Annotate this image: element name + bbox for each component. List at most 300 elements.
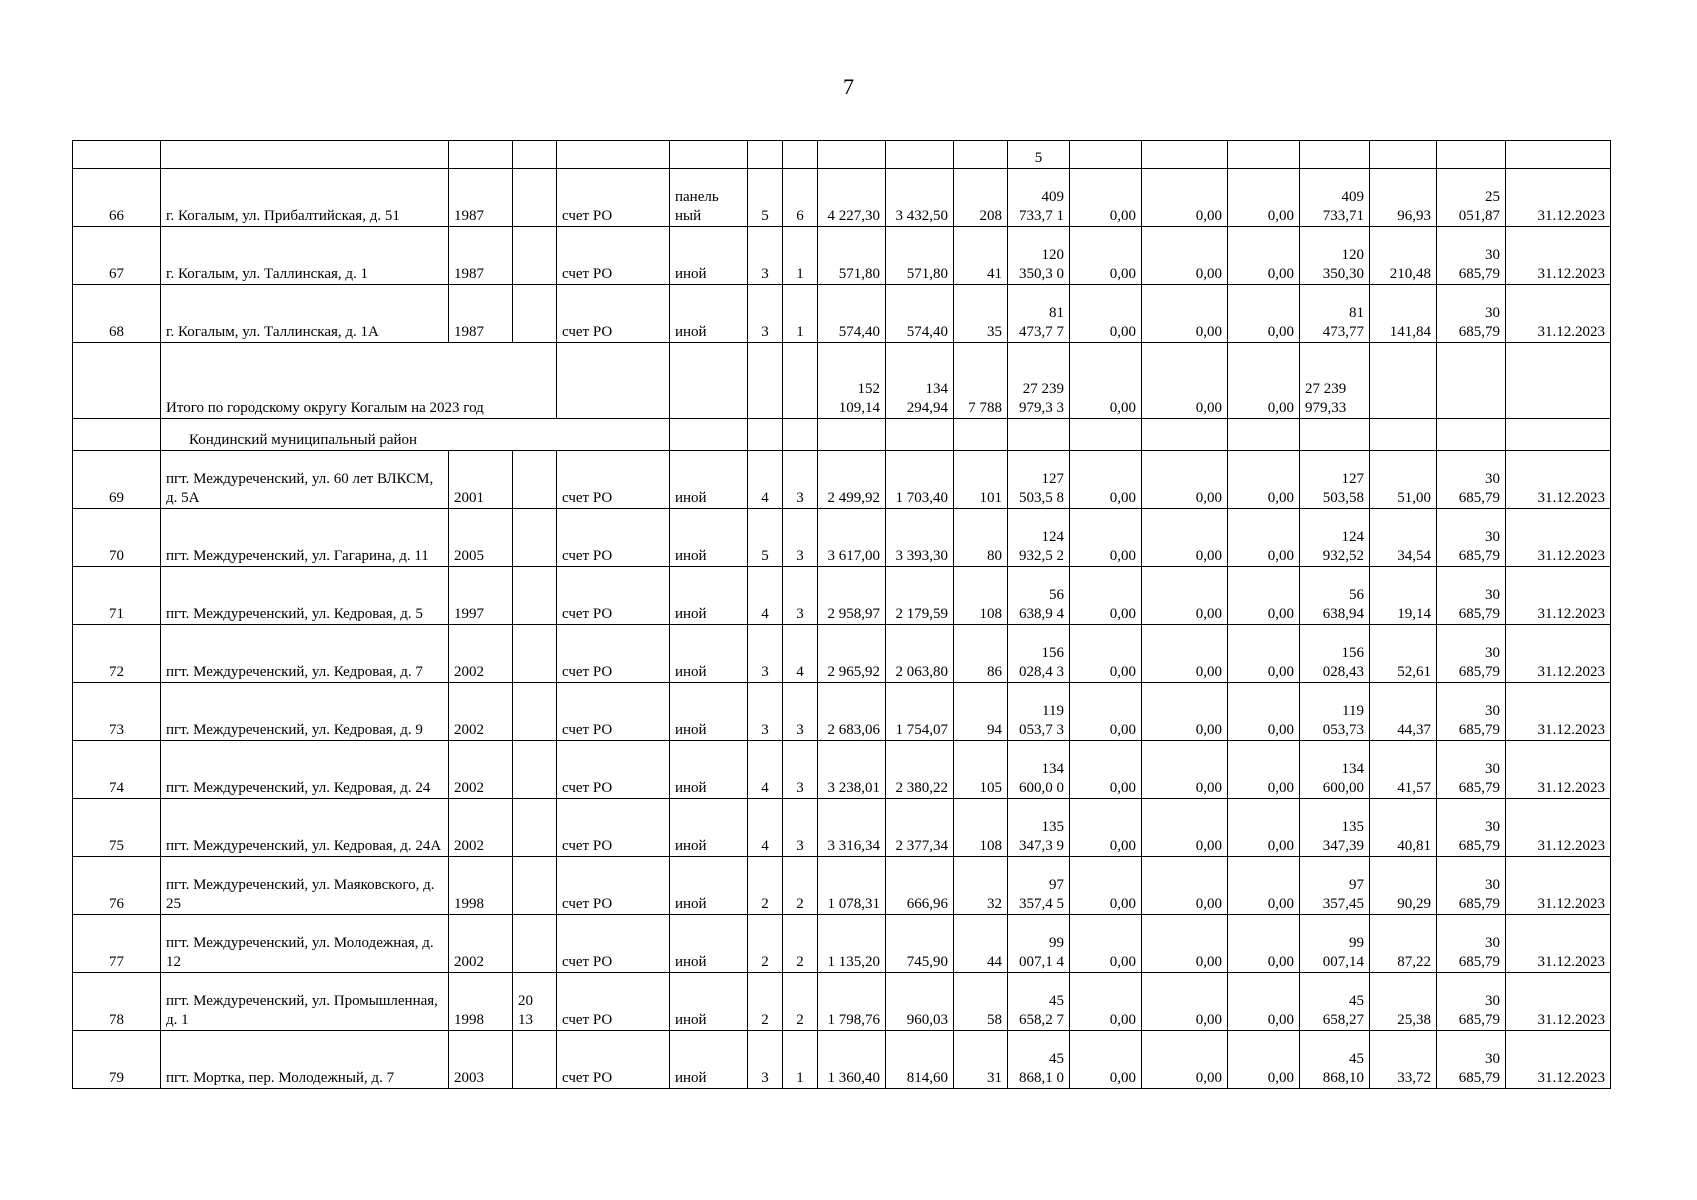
address-cell: г. Когалым, ул. Прибалтийская, д. 51 (161, 169, 449, 227)
total-cost-cell: 135 347,3 9 (1008, 799, 1070, 857)
empty-cell (818, 419, 886, 451)
entrances-cell: 4 (783, 625, 818, 683)
total-area-cell: 3 316,34 (818, 799, 886, 857)
federal-funds-cell: 0,00 (1070, 227, 1142, 285)
floors-cell: 2 (748, 973, 783, 1031)
year-built-cell: 2002 (449, 799, 513, 857)
address-cell: пгт. Междуреченский, ул. Кедровая, д. 5 (161, 567, 449, 625)
residents-cell: 108 (954, 799, 1008, 857)
total-cost-cell: 56 638,9 4 (1008, 567, 1070, 625)
federal-funds-cell: 0,00 (1070, 567, 1142, 625)
empty-cell (557, 343, 670, 419)
table-row (73, 625, 1611, 683)
federal-funds-cell: 0,00 (1070, 741, 1142, 799)
deadline-cell: 31.12.2023 (1506, 625, 1611, 683)
owner-funds-cell: 81 473,77 (1300, 285, 1370, 343)
living-area-cell: 1 754,07 (886, 683, 954, 741)
address-cell: пгт. Междуреченский, ул. Кедровая, д. 24А (161, 799, 449, 857)
row-number-cell: 68 (73, 285, 161, 343)
table-row (73, 567, 1611, 625)
unit-cost-cell: 19,14 (1370, 567, 1437, 625)
funding-method-cell: счет РО (557, 799, 670, 857)
total-area-cell: 3 617,00 (818, 509, 886, 567)
floors-cell: 3 (748, 683, 783, 741)
year-built-cell: 1987 (449, 285, 513, 343)
year-built-cell: 2003 (449, 1031, 513, 1089)
year-renovated-cell (513, 625, 557, 683)
federal-funds-cell: 0,00 (1070, 169, 1142, 227)
municipal-funds-cell: 0,00 (1228, 169, 1300, 227)
total-area-cell: 2 499,92 (818, 451, 886, 509)
regional-funds-cell: 0,00 (1142, 915, 1228, 973)
row-number-cell: 73 (73, 683, 161, 741)
total-cost-cell: 99 007,1 4 (1008, 915, 1070, 973)
year-built-cell: 1998 (449, 857, 513, 915)
floors-cell: 3 (748, 1031, 783, 1089)
municipal-funds-cell: 0,00 (1228, 509, 1300, 567)
municipal-funds-cell: 0,00 (1228, 683, 1300, 741)
year-built-cell: 1987 (449, 227, 513, 285)
year-renovated-cell (513, 509, 557, 567)
owner-funds-cell: 124 932,52 (1300, 509, 1370, 567)
cost-limit-cell: 25 051,87 (1437, 169, 1506, 227)
total-owner-cell: 27 239 979,33 (1300, 343, 1370, 419)
address-cell: пгт. Междуреченский, ул. Маяковского, д. 25 (161, 857, 449, 915)
table-row (73, 1031, 1611, 1089)
empty-cell (1370, 343, 1437, 419)
wall-material-cell: иной (670, 799, 748, 857)
table-row (73, 509, 1611, 567)
empty-cell (1142, 419, 1228, 451)
wall-material-cell: иной (670, 857, 748, 915)
deadline-cell: 31.12.2023 (1506, 857, 1611, 915)
year-renovated-cell (513, 741, 557, 799)
empty-cell (1228, 419, 1300, 451)
regional-funds-cell: 0,00 (1142, 857, 1228, 915)
residents-cell: 208 (954, 169, 1008, 227)
deadline-cell: 31.12.2023 (1506, 285, 1611, 343)
year-built-cell: 2002 (449, 683, 513, 741)
total-cost-cell: 119 053,7 3 (1008, 683, 1070, 741)
funding-method-cell: счет РО (557, 683, 670, 741)
funding-method-cell: счет РО (557, 973, 670, 1031)
unit-cost-cell: 87,22 (1370, 915, 1437, 973)
deadline-cell: 31.12.2023 (1506, 567, 1611, 625)
total-cost-cell: 120 350,3 0 (1008, 227, 1070, 285)
total-regional-cell: 0,00 (1142, 343, 1228, 419)
owner-funds-cell: 156 028,43 (1300, 625, 1370, 683)
municipal-funds-cell: 0,00 (1228, 1031, 1300, 1089)
row-number-cell: 75 (73, 799, 161, 857)
empty-cell (1437, 343, 1506, 419)
wall-material-cell: иной (670, 285, 748, 343)
federal-funds-cell: 0,00 (1070, 1031, 1142, 1089)
table-row (73, 227, 1611, 285)
funding-method-cell: счет РО (557, 567, 670, 625)
year-renovated-cell (513, 915, 557, 973)
total-area-cell: 3 238,01 (818, 741, 886, 799)
unit-cost-cell: 210,48 (1370, 227, 1437, 285)
regional-funds-cell: 0,00 (1142, 625, 1228, 683)
living-area-cell: 960,03 (886, 973, 954, 1031)
municipal-funds-cell: 0,00 (1228, 227, 1300, 285)
regional-funds-cell: 0,00 (1142, 227, 1228, 285)
empty-cell (1506, 343, 1611, 419)
table-row (73, 741, 1611, 799)
total-cost-cell: 124 932,5 2 (1008, 509, 1070, 567)
total-cost-cell: 45 868,1 0 (1008, 1031, 1070, 1089)
address-cell: г. Когалым, ул. Таллинская, д. 1 (161, 227, 449, 285)
wall-material-cell: иной (670, 451, 748, 509)
address-cell: пгт. Междуреченский, ул. Кедровая, д. 24 (161, 741, 449, 799)
total-area-cell: 2 965,92 (818, 625, 886, 683)
wall-material-cell: панель ный (670, 169, 748, 227)
floors-cell: 4 (748, 741, 783, 799)
cost-limit-cell: 30 685,79 (1437, 227, 1506, 285)
funding-method-cell: счет РО (557, 1031, 670, 1089)
deadline-cell: 31.12.2023 (1506, 509, 1611, 567)
living-area-cell: 2 380,22 (886, 741, 954, 799)
empty-cell (1300, 419, 1370, 451)
total-cost-cell: 97 357,4 5 (1008, 857, 1070, 915)
federal-funds-cell: 0,00 (1070, 509, 1142, 567)
wall-material-cell: иной (670, 227, 748, 285)
owner-funds-cell: 135 347,39 (1300, 799, 1370, 857)
total-cost-cell: 81 473,7 7 (1008, 285, 1070, 343)
total-area-cell: 571,80 (818, 227, 886, 285)
entrances-cell: 3 (783, 567, 818, 625)
address-cell: пгт. Междуреченский, ул. 60 лет ВЛКСМ, д. 5А (161, 451, 449, 509)
total-federal-cell: 0,00 (1070, 343, 1142, 419)
floors-cell: 4 (748, 799, 783, 857)
cost-limit-cell: 30 685,79 (1437, 1031, 1506, 1089)
funding-method-cell: счет РО (557, 169, 670, 227)
regional-funds-cell: 0,00 (1142, 285, 1228, 343)
owner-funds-cell: 45 658,27 (1300, 973, 1370, 1031)
deadline-cell: 31.12.2023 (1506, 915, 1611, 973)
floors-cell: 4 (748, 451, 783, 509)
unit-cost-cell: 40,81 (1370, 799, 1437, 857)
register-table (72, 140, 1611, 1089)
deadline-cell: 31.12.2023 (1506, 973, 1611, 1031)
address-cell: пгт. Междуреченский, ул. Кедровая, д. 7 (161, 625, 449, 683)
section-title-cell: Кондинский муниципальный район (161, 419, 670, 451)
total-area-cell: 574,40 (818, 285, 886, 343)
residents-cell: 86 (954, 625, 1008, 683)
unit-cost-cell: 90,29 (1370, 857, 1437, 915)
residents-cell: 35 (954, 285, 1008, 343)
owner-funds-cell: 119 053,73 (1300, 683, 1370, 741)
year-renovated-cell: 20 13 (513, 973, 557, 1031)
living-area-cell: 3 432,50 (886, 169, 954, 227)
wall-material-cell: иной (670, 567, 748, 625)
entrances-cell: 3 (783, 451, 818, 509)
row-number-cell: 77 (73, 915, 161, 973)
owner-funds-cell: 409 733,71 (1300, 169, 1370, 227)
table-row (73, 683, 1611, 741)
residents-cell: 44 (954, 915, 1008, 973)
row-number-cell: 69 (73, 451, 161, 509)
total-area-cell: 1 078,31 (818, 857, 886, 915)
year-renovated-cell (513, 799, 557, 857)
unit-cost-cell: 96,93 (1370, 169, 1437, 227)
regional-funds-cell: 0,00 (1142, 683, 1228, 741)
total-label-cell: Итого по городскому округу Когалым на 2023 год (161, 343, 557, 419)
empty-cell (748, 343, 783, 419)
regional-funds-cell: 0,00 (1142, 799, 1228, 857)
residents-cell: 94 (954, 683, 1008, 741)
empty-cell (954, 419, 1008, 451)
wall-material-cell: иной (670, 915, 748, 973)
federal-funds-cell: 0,00 (1070, 973, 1142, 1031)
year-renovated-cell (513, 451, 557, 509)
living-area-cell: 666,96 (886, 857, 954, 915)
year-renovated-cell (513, 169, 557, 227)
year-built-cell: 2005 (449, 509, 513, 567)
table-row (73, 857, 1611, 915)
unit-cost-cell: 44,37 (1370, 683, 1437, 741)
total-area-cell: 1 360,40 (818, 1031, 886, 1089)
section-row (73, 419, 1611, 451)
address-cell: г. Когалым, ул. Таллинская, д. 1А (161, 285, 449, 343)
year-renovated-cell (513, 285, 557, 343)
funding-method-cell: счет РО (557, 227, 670, 285)
table-row (73, 973, 1611, 1031)
living-area-cell: 2 063,80 (886, 625, 954, 683)
row-number-cell: 76 (73, 857, 161, 915)
federal-funds-cell: 0,00 (1070, 285, 1142, 343)
floors-cell: 3 (748, 625, 783, 683)
cost-limit-cell: 30 685,79 (1437, 567, 1506, 625)
row-number-cell: 70 (73, 509, 161, 567)
cost-limit-cell: 30 685,79 (1437, 285, 1506, 343)
empty-cell (783, 419, 818, 451)
deadline-cell: 31.12.2023 (1506, 227, 1611, 285)
regional-funds-cell: 0,00 (1142, 567, 1228, 625)
continuation-cost-cell: 5 (1008, 141, 1070, 169)
row-number-cell: 74 (73, 741, 161, 799)
funding-method-cell: счет РО (557, 857, 670, 915)
floors-cell: 2 (748, 857, 783, 915)
year-renovated-cell (513, 227, 557, 285)
total-area-cell: 2 683,06 (818, 683, 886, 741)
table-body (73, 141, 1611, 1089)
floors-cell: 2 (748, 915, 783, 973)
entrances-cell: 3 (783, 683, 818, 741)
empty-cell (670, 419, 748, 451)
funding-method-cell: счет РО (557, 509, 670, 567)
empty-cell (886, 419, 954, 451)
total-area-cell: 152 109,14 (818, 343, 886, 419)
entrances-cell: 1 (783, 227, 818, 285)
entrances-cell: 2 (783, 973, 818, 1031)
cost-limit-cell: 30 685,79 (1437, 973, 1506, 1031)
regional-funds-cell: 0,00 (1142, 741, 1228, 799)
living-area-cell: 571,80 (886, 227, 954, 285)
deadline-cell: 31.12.2023 (1506, 683, 1611, 741)
empty-cell (1070, 419, 1142, 451)
unit-cost-cell: 52,61 (1370, 625, 1437, 683)
empty-cell (1437, 419, 1506, 451)
total-cost-cell: 409 733,7 1 (1008, 169, 1070, 227)
wall-material-cell: иной (670, 973, 748, 1031)
entrances-cell: 3 (783, 799, 818, 857)
total-cost-cell: 45 658,2 7 (1008, 973, 1070, 1031)
federal-funds-cell: 0,00 (1070, 915, 1142, 973)
floors-cell: 3 (748, 227, 783, 285)
living-area-cell: 745,90 (886, 915, 954, 973)
empty-cell (1506, 419, 1611, 451)
entrances-cell: 2 (783, 915, 818, 973)
year-built-cell: 1987 (449, 169, 513, 227)
total-living-area-cell: 134 294,94 (886, 343, 954, 419)
unit-cost-cell: 41,57 (1370, 741, 1437, 799)
year-renovated-cell (513, 567, 557, 625)
wall-material-cell: иной (670, 1031, 748, 1089)
year-renovated-cell (513, 683, 557, 741)
deadline-cell: 31.12.2023 (1506, 451, 1611, 509)
total-area-cell: 1 798,76 (818, 973, 886, 1031)
continuation-row (73, 141, 1611, 169)
table-row (73, 799, 1611, 857)
cost-limit-cell: 30 685,79 (1437, 683, 1506, 741)
federal-funds-cell: 0,00 (1070, 625, 1142, 683)
total-area-cell: 2 958,97 (818, 567, 886, 625)
address-cell: пгт. Мортка, пер. Молодежный, д. 7 (161, 1031, 449, 1089)
unit-cost-cell: 25,38 (1370, 973, 1437, 1031)
address-cell: пгт. Междуреченский, ул. Молодежная, д. 12 (161, 915, 449, 973)
owner-funds-cell: 99 007,14 (1300, 915, 1370, 973)
wall-material-cell: иной (670, 625, 748, 683)
address-cell: пгт. Междуреченский, ул. Промышленная, д. 1 (161, 973, 449, 1031)
cost-limit-cell: 30 685,79 (1437, 741, 1506, 799)
total-cost-cell: 127 503,5 8 (1008, 451, 1070, 509)
living-area-cell: 574,40 (886, 285, 954, 343)
total-area-cell: 4 227,30 (818, 169, 886, 227)
empty-cell (73, 419, 161, 451)
entrances-cell: 3 (783, 509, 818, 567)
row-number-cell: 78 (73, 973, 161, 1031)
owner-funds-cell: 134 600,00 (1300, 741, 1370, 799)
living-area-cell: 3 393,30 (886, 509, 954, 567)
page-number: 7 (843, 74, 854, 99)
table-row (73, 451, 1611, 509)
empty-cell (1370, 419, 1437, 451)
total-cost-cell: 27 239 979,3 3 (1008, 343, 1070, 419)
owner-funds-cell: 127 503,58 (1300, 451, 1370, 509)
entrances-cell: 1 (783, 1031, 818, 1089)
owner-funds-cell: 97 357,45 (1300, 857, 1370, 915)
year-built-cell: 2002 (449, 741, 513, 799)
row-number-cell: 71 (73, 567, 161, 625)
municipal-funds-cell: 0,00 (1228, 625, 1300, 683)
municipal-funds-cell: 0,00 (1228, 973, 1300, 1031)
entrances-cell: 6 (783, 169, 818, 227)
row-number-cell: 66 (73, 169, 161, 227)
funding-method-cell: счет РО (557, 625, 670, 683)
year-renovated-cell (513, 857, 557, 915)
floors-cell: 3 (748, 285, 783, 343)
living-area-cell: 814,60 (886, 1031, 954, 1089)
funding-method-cell: счет РО (557, 741, 670, 799)
cost-limit-cell: 30 685,79 (1437, 625, 1506, 683)
residents-cell: 108 (954, 567, 1008, 625)
cost-limit-cell: 30 685,79 (1437, 451, 1506, 509)
wall-material-cell: иной (670, 509, 748, 567)
row-number-cell: 72 (73, 625, 161, 683)
year-built-cell: 2002 (449, 625, 513, 683)
cost-limit-cell: 30 685,79 (1437, 799, 1506, 857)
empty-cell (73, 343, 161, 419)
residents-cell: 41 (954, 227, 1008, 285)
unit-cost-cell: 141,84 (1370, 285, 1437, 343)
year-built-cell: 1998 (449, 973, 513, 1031)
living-area-cell: 2 179,59 (886, 567, 954, 625)
year-built-cell: 2001 (449, 451, 513, 509)
wall-material-cell: иной (670, 741, 748, 799)
funding-method-cell: счет РО (557, 451, 670, 509)
owner-funds-cell: 120 350,30 (1300, 227, 1370, 285)
total-area-cell: 1 135,20 (818, 915, 886, 973)
municipal-funds-cell: 0,00 (1228, 567, 1300, 625)
regional-funds-cell: 0,00 (1142, 169, 1228, 227)
year-built-cell: 1997 (449, 567, 513, 625)
total-row (73, 343, 1611, 419)
funding-method-cell: счет РО (557, 285, 670, 343)
federal-funds-cell: 0,00 (1070, 683, 1142, 741)
cost-limit-cell: 30 685,79 (1437, 857, 1506, 915)
cost-limit-cell: 30 685,79 (1437, 509, 1506, 567)
funding-method-cell: счет РО (557, 915, 670, 973)
regional-funds-cell: 0,00 (1142, 1031, 1228, 1089)
living-area-cell: 1 703,40 (886, 451, 954, 509)
address-cell: пгт. Междуреченский, ул. Кедровая, д. 9 (161, 683, 449, 741)
entrances-cell: 3 (783, 741, 818, 799)
municipal-funds-cell: 0,00 (1228, 857, 1300, 915)
total-municipal-cell: 0,00 (1228, 343, 1300, 419)
municipal-funds-cell: 0,00 (1228, 799, 1300, 857)
unit-cost-cell: 33,72 (1370, 1031, 1437, 1089)
residents-cell: 31 (954, 1031, 1008, 1089)
federal-funds-cell: 0,00 (1070, 451, 1142, 509)
municipal-funds-cell: 0,00 (1228, 915, 1300, 973)
residents-cell: 80 (954, 509, 1008, 567)
owner-funds-cell: 56 638,94 (1300, 567, 1370, 625)
empty-cell (1008, 419, 1070, 451)
municipal-funds-cell: 0,00 (1228, 285, 1300, 343)
cost-limit-cell: 30 685,79 (1437, 915, 1506, 973)
wall-material-cell: иной (670, 683, 748, 741)
residents-cell: 101 (954, 451, 1008, 509)
total-cost-cell: 134 600,0 0 (1008, 741, 1070, 799)
unit-cost-cell: 51,00 (1370, 451, 1437, 509)
empty-cell (748, 419, 783, 451)
floors-cell: 5 (748, 169, 783, 227)
floors-cell: 5 (748, 509, 783, 567)
empty-cell (783, 343, 818, 419)
regional-funds-cell: 0,00 (1142, 973, 1228, 1031)
deadline-cell: 31.12.2023 (1506, 741, 1611, 799)
table-row (73, 285, 1611, 343)
address-cell: пгт. Междуреченский, ул. Гагарина, д. 11 (161, 509, 449, 567)
owner-funds-cell: 45 868,10 (1300, 1031, 1370, 1089)
residents-cell: 32 (954, 857, 1008, 915)
municipal-funds-cell: 0,00 (1228, 741, 1300, 799)
total-residents-cell: 7 788 (954, 343, 1008, 419)
living-area-cell: 2 377,34 (886, 799, 954, 857)
deadline-cell: 31.12.2023 (1506, 1031, 1611, 1089)
row-number-cell: 79 (73, 1031, 161, 1089)
